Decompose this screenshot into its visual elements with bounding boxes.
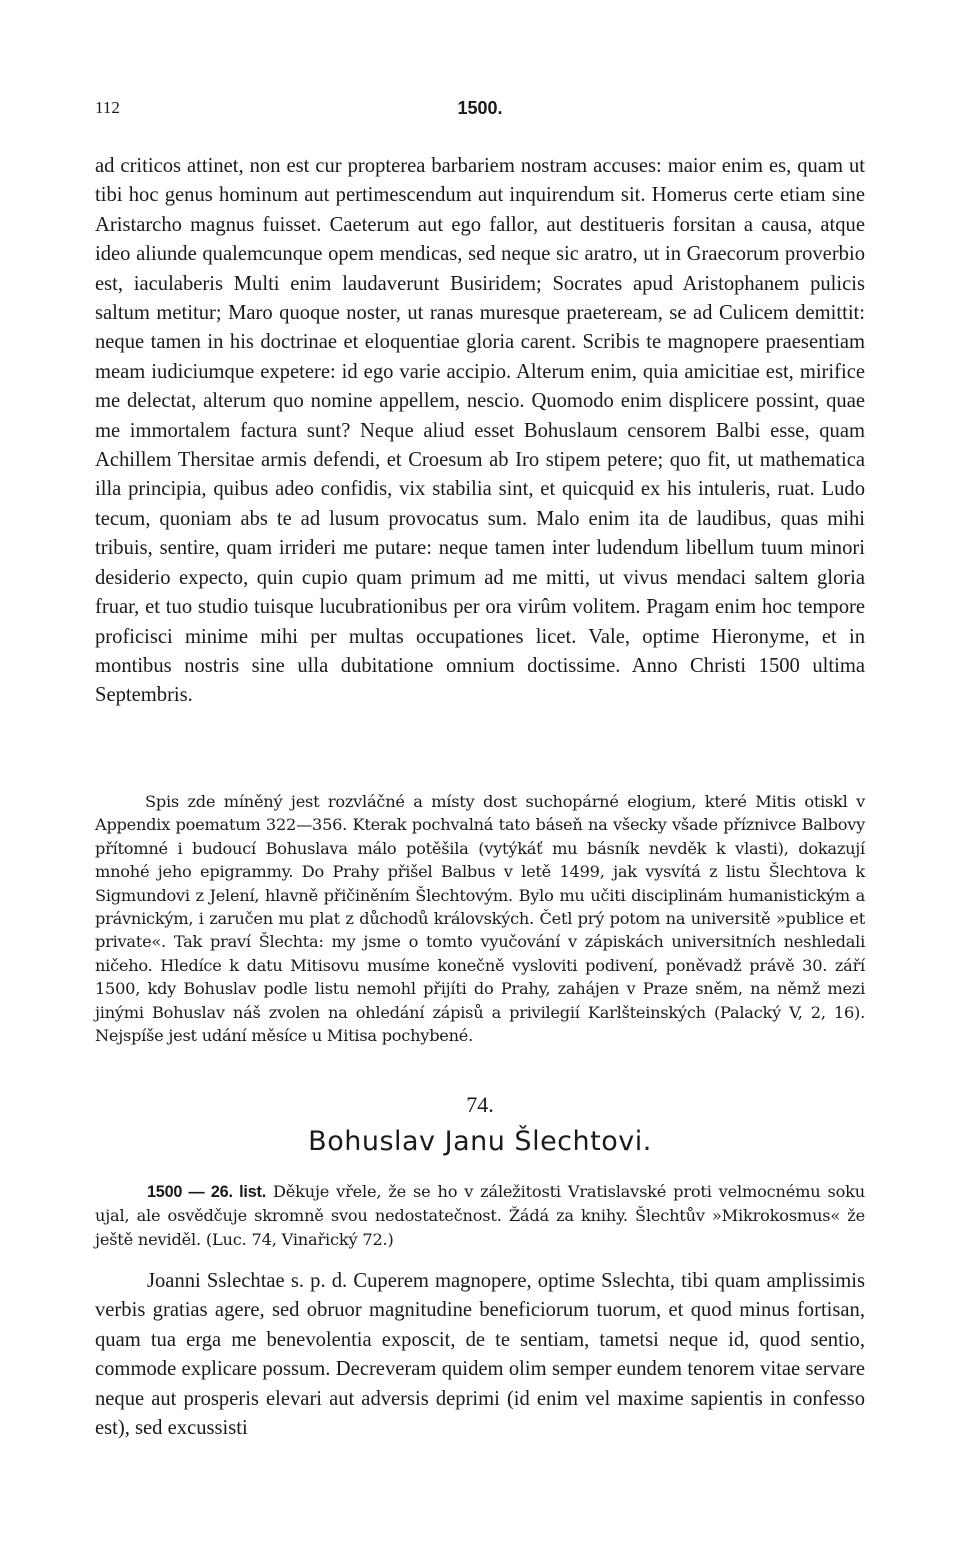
letter-title: Bohuslav Janu Šlechtovi. — [308, 1126, 652, 1157]
running-head-year: 1500. — [457, 98, 503, 118]
letter-74-body-text: Joanni Sslechtae s. p. d. Cuperem magnopere, optime Sslechta, tibi quam amplissimis verbis gratias agere, sed obruor magnitudine beneficiorum tuorum, et quod minus fortisan, quam tua erga me benevolentia exposcit, de te sentiam, tametsi neque id, quod sentio, commode explicare possum. Decreveram quidem olim semper eundem tenorem vitae servare neque aut prosperis elevari aut adversis deprimi (id enim vel maxime sapientis in confesso est), sed excussisti — [95, 1270, 865, 1440]
page-number: 112 — [95, 98, 120, 117]
letter-number: 74. — [466, 1092, 494, 1117]
regest-text: Děkuje vřele, že se ho v záležitosti Vratislavské proti velmocnému soku ujal, ale osvědčuje skromně svou nedostatečnost. Žádá za knihy. Šlechtův »Mikrokosmus« že ještě neviděl. (Luc. 74, Vinařický 72.) — [95, 1182, 865, 1249]
regest-date: 1500 — 26. list. — [147, 1183, 266, 1201]
editorial-commentary: Spis zde míněný jest rozvláčné a místy dost suchopárné elogium, které Mitis otiskl v Appendix poematum 322—356. Kterak pochvalná tato báseň na všecky všade příznivce Balbovy přítomné i budoucí Bohuslava málo potěšila (vytýkáť mu básník nevděk k vlasti), dokazují mnohé jeho epigrammy. Do Prahy přišel Balbus v letě 1499, jak vysvítá z listu Šlechtova k Sigmundovi z Jelení, hlavně přičiněním Šlechtovým. Bylo mu učiti disciplinám humanistickým a právnickým, i zaručen mu plat z důchodů královských. Četl prý potom na universitě »publice et private«. Tak praví Šlechta: my jsme o tomto vyučování v zápiskách universitních neshledali ničeho. Hledíce k datu Mitisovu musíme konečně vysloviti podivení, poněvadž právě 30. září 1500, kdy Bohuslav podle listu nemohl přijíti do Prahy, zahájen v Praze sněm, na němž mezi jinými Bohuslav náš zvolen na ohledání zápisů a privilegií Karlšteinských (Palacký V, 2, 16). Nejspíše jest udání měsíce u Mitisa pochybené. — [95, 792, 865, 1046]
letter-regest — [95, 1180, 865, 1251]
running-head — [95, 98, 865, 122]
letter-body-text: ad criticos attinet, non est cur propterea barbariem nostram accuses: maior enim es, quam ut tibi hoc genus hominum aut pertimescendum aut inquirendum sit. Homerus certe etiam sine Aristarcho magnus fuisset. Caeterum aut ego fallor, aut destitueris forsitan a causa, atque ideo aliunde qualemcunque opem mendicas, sed neque sic aratro, ut in Graecorum proverbio est, iaculaberis Multi enim laudaverunt Busiridem; Socrates apud Aristophanem pulicis saltum metitur; Maro quoque noster, ut ranas muresque praeteream, se ad Culicem demittit: neque tamen in his doctrinae et eloquentiae gloria carent. Scribis te magnopere praesentiam meam iudiciumque expetere: id ego varie accipio. Alterum enim, quia amicitiae est, mirifice me delectat, alterum quo nomine appellem, nescio. Quomodo enim displicere possint, quae me immortalem factura sunt? Neque aliud esset Bohuslaum censorem Balbi esse, quam Achillem Thersitae armis defendi, et Croesum ab Iro stipem petere; quo fit, ut mathematica illa principia, quibus adeo confidis, vix stabilia sint, et quicquid ex his intuleris, ruat. Ludo tecum, quoniam abs te ad lusum provocatus sum. Malo enim ita de laudibus, quas mihi tribuis, sentire, quam irrideri me putare: neque tamen inter ludendum libellum tuum minori desiderio expecto, quin cupio quam primum ad me mitti, ut vivus mendaci saltem gloria fruar, et tuo studio tuisque lucubrationibus per ora virûm volitem. Pragam enim hoc tempore proficisci minime mihi per multas occupationes licet. Vale, optime Hieronyme, et in montibus nostris sine ulla dubitatione omnium doctissime. Anno Christi 1500 ultima Septembris. — [95, 155, 865, 707]
